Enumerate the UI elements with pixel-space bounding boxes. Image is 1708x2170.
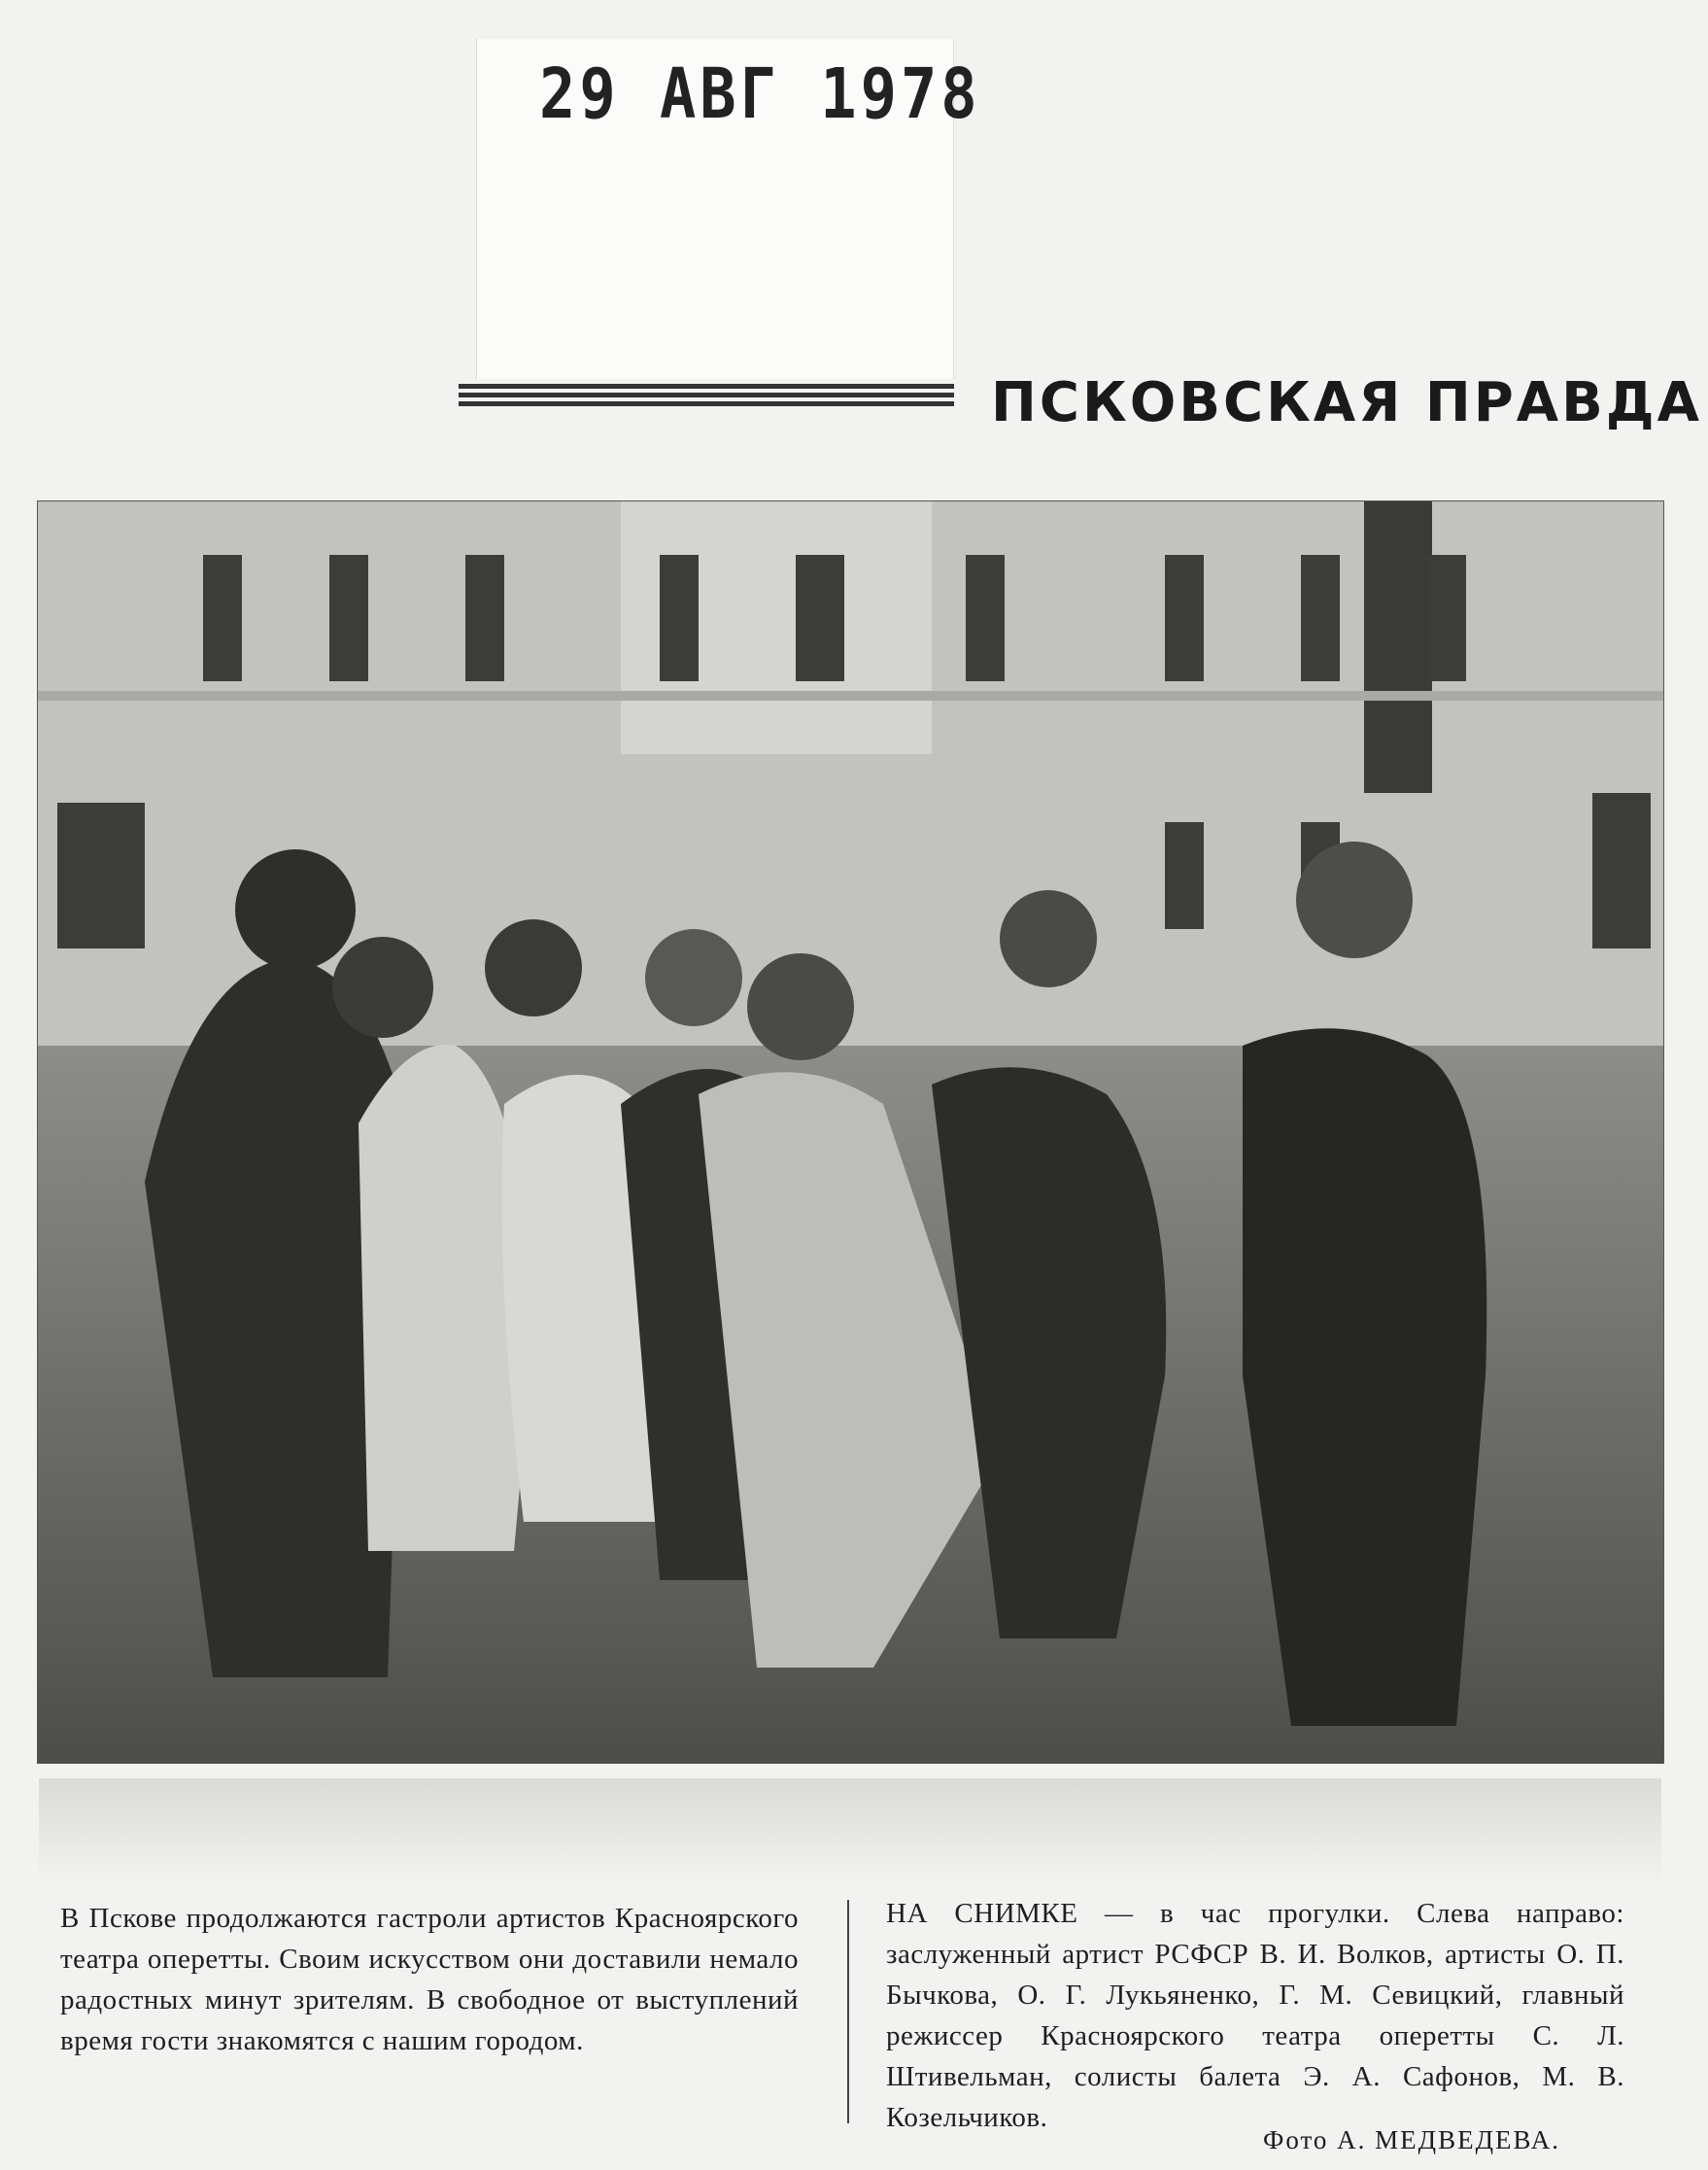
caption-paragraph-1: В Пскове продолжаются гастроли артистов Красноярского театра оперетты. Своим искусством они доставили немало радостных минут зрителям. В свободное от выступлений время гости знакомятся с нашим городом. <box>60 1903 799 2056</box>
column-divider <box>847 1900 849 2123</box>
newspaper-title: ПСКОВСКАЯ ПРАВДА <box>991 371 1703 434</box>
caption-column-right <box>886 1893 1624 2138</box>
photo-scene <box>38 501 1663 1763</box>
date-stamp: 29 АВГ 1978 <box>539 52 981 135</box>
bleed-through-text <box>39 1778 1661 1885</box>
caption-paragraph-2: НА СНИМКЕ — в час прогулки. Слева направо: заслуженный артист РСФСР В. И. Волков, артисты О. П. Бычкова, О. Г. Лукьяненко, Г. М. Севицкий, главный режиссер Красноярского театра оперетты С. Л. Штивельман, солисты балета Э. А. Сафонов, М. В. Козельчиков. <box>886 1898 1624 2133</box>
masthead-rules <box>459 384 954 413</box>
group-photo <box>37 500 1664 1764</box>
caption-column-left <box>60 1898 799 2061</box>
photo-credit: Фото А. МЕДВЕДЕВА. <box>1263 2125 1561 2154</box>
